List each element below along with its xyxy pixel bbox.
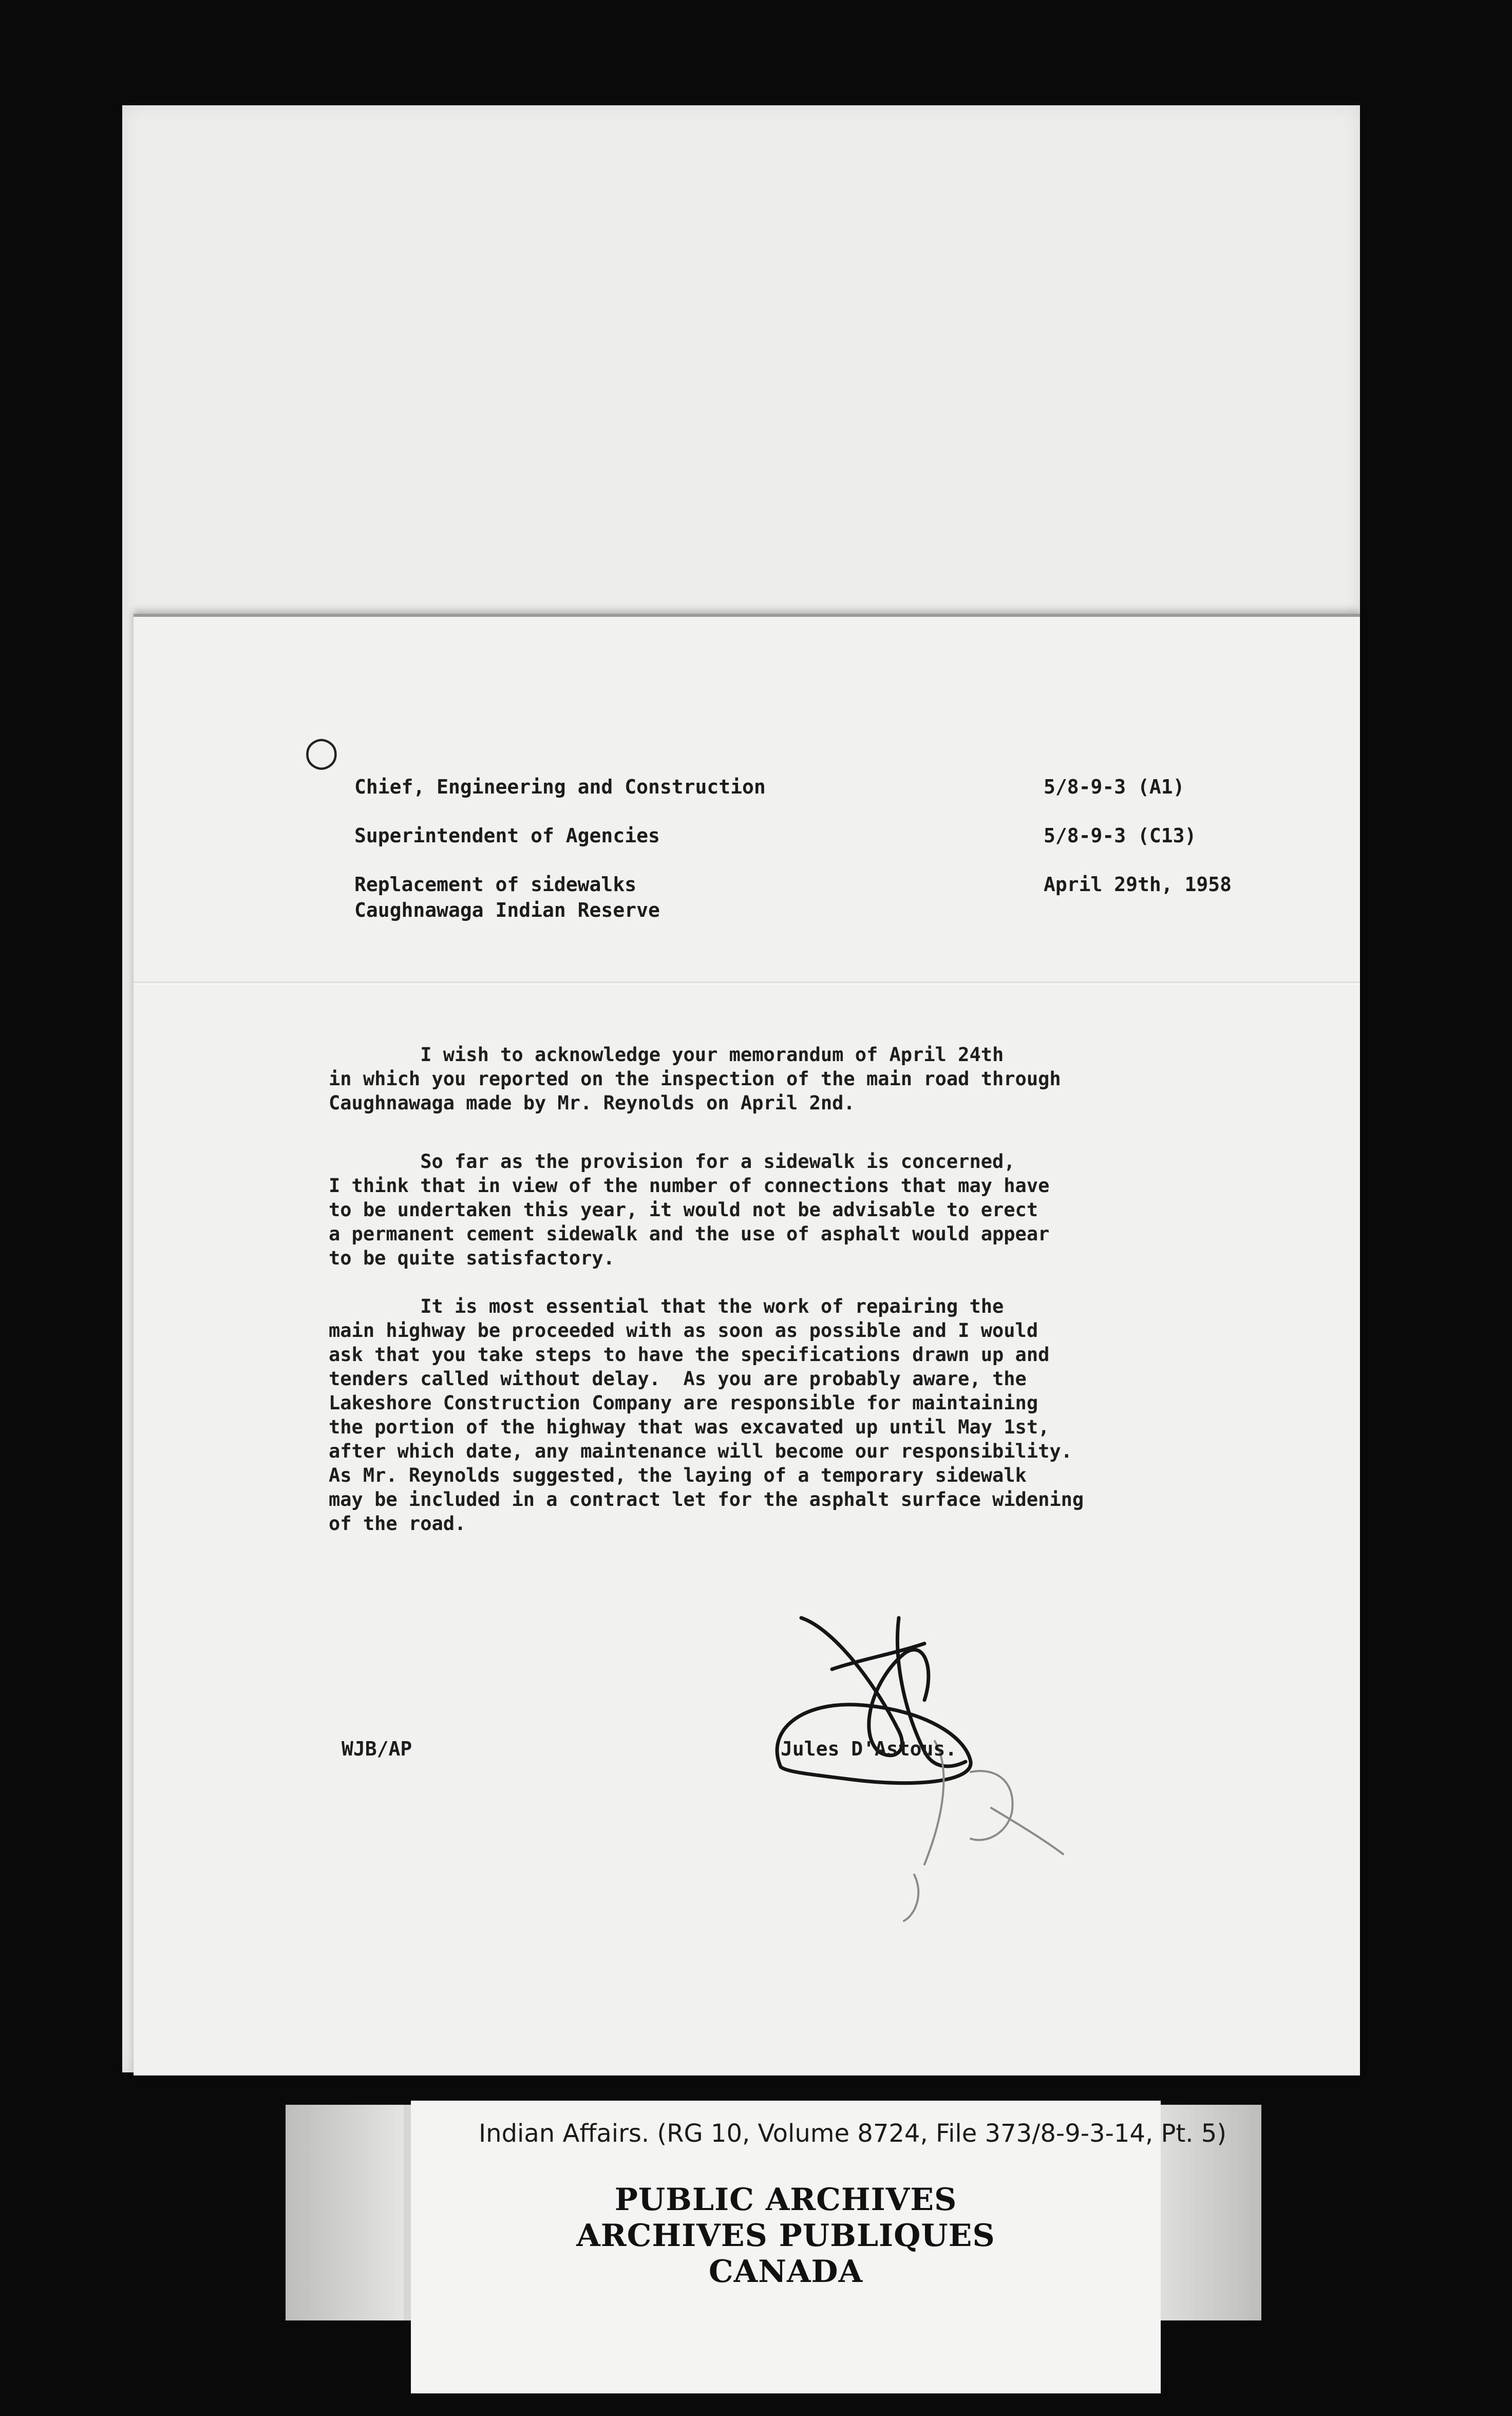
archive-stamp-line3: CANADA: [708, 2254, 863, 2290]
memo-from-ref: 5/8-9-3 (C13): [1044, 824, 1197, 847]
memo-signer: Jules D'Astous.: [781, 1738, 957, 1760]
memo-paragraph-3: It is most essential that the work of repairing the main highway be proceeded with as soon as possible and I would ask that you take steps to have the specifications drawn up and tenders called without delay. As you are probably aware, the Lakeshore Construction Company are responsible for maintaining the portion of the highway that was excavated up until May 1st, after which date, any maintenance will become our responsibility. As Mr. Reynolds suggested, the laying of a temporary sidewalk may be included in a contract let for the asphalt surface widening of the road.: [329, 1295, 1084, 1535]
memo-to-ref: 5/8-9-3 (A1): [1044, 776, 1185, 798]
memo-paragraph-2: So far as the provision for a sidewalk is concerned, I think that in view of the number of connections that may have to be undertaken this year, it would not be advisable to erect a permanent cement sidewalk and the use of asphalt would appear to be quite satisfactory.: [329, 1150, 1050, 1269]
memo-subject-line2: Caughnawaga Indian Reserve: [354, 899, 660, 921]
memo-initials: WJB/AP: [342, 1738, 412, 1760]
paper-fold: [134, 982, 1360, 985]
archive-stamp-line1: PUBLIC ARCHIVES: [614, 2182, 957, 2218]
archive-citation: Indian Affairs. (RG 10, Volume 8724, File 373/8-9-3-14, Pt. 5): [479, 2119, 1227, 2148]
memo-subject-line1: Replacement of sidewalks: [354, 873, 637, 896]
memo-date: April 29th, 1958: [1044, 873, 1232, 896]
memo-paragraph-1: I wish to acknowledge your memorandum of April 24th in which you reported on the inspection of the main road through Caughnawaga made by Mr. Reynolds on April 2nd.: [329, 1044, 1061, 1114]
memo-to: Chief, Engineering and Construction: [354, 776, 766, 798]
archive-stamp-line2: ARCHIVES PUBLIQUES: [576, 2218, 995, 2254]
punch-hole-icon: ○: [304, 728, 339, 775]
label-flap-left: [286, 2105, 404, 2320]
memo-from: Superintendent of Agencies: [354, 824, 660, 847]
